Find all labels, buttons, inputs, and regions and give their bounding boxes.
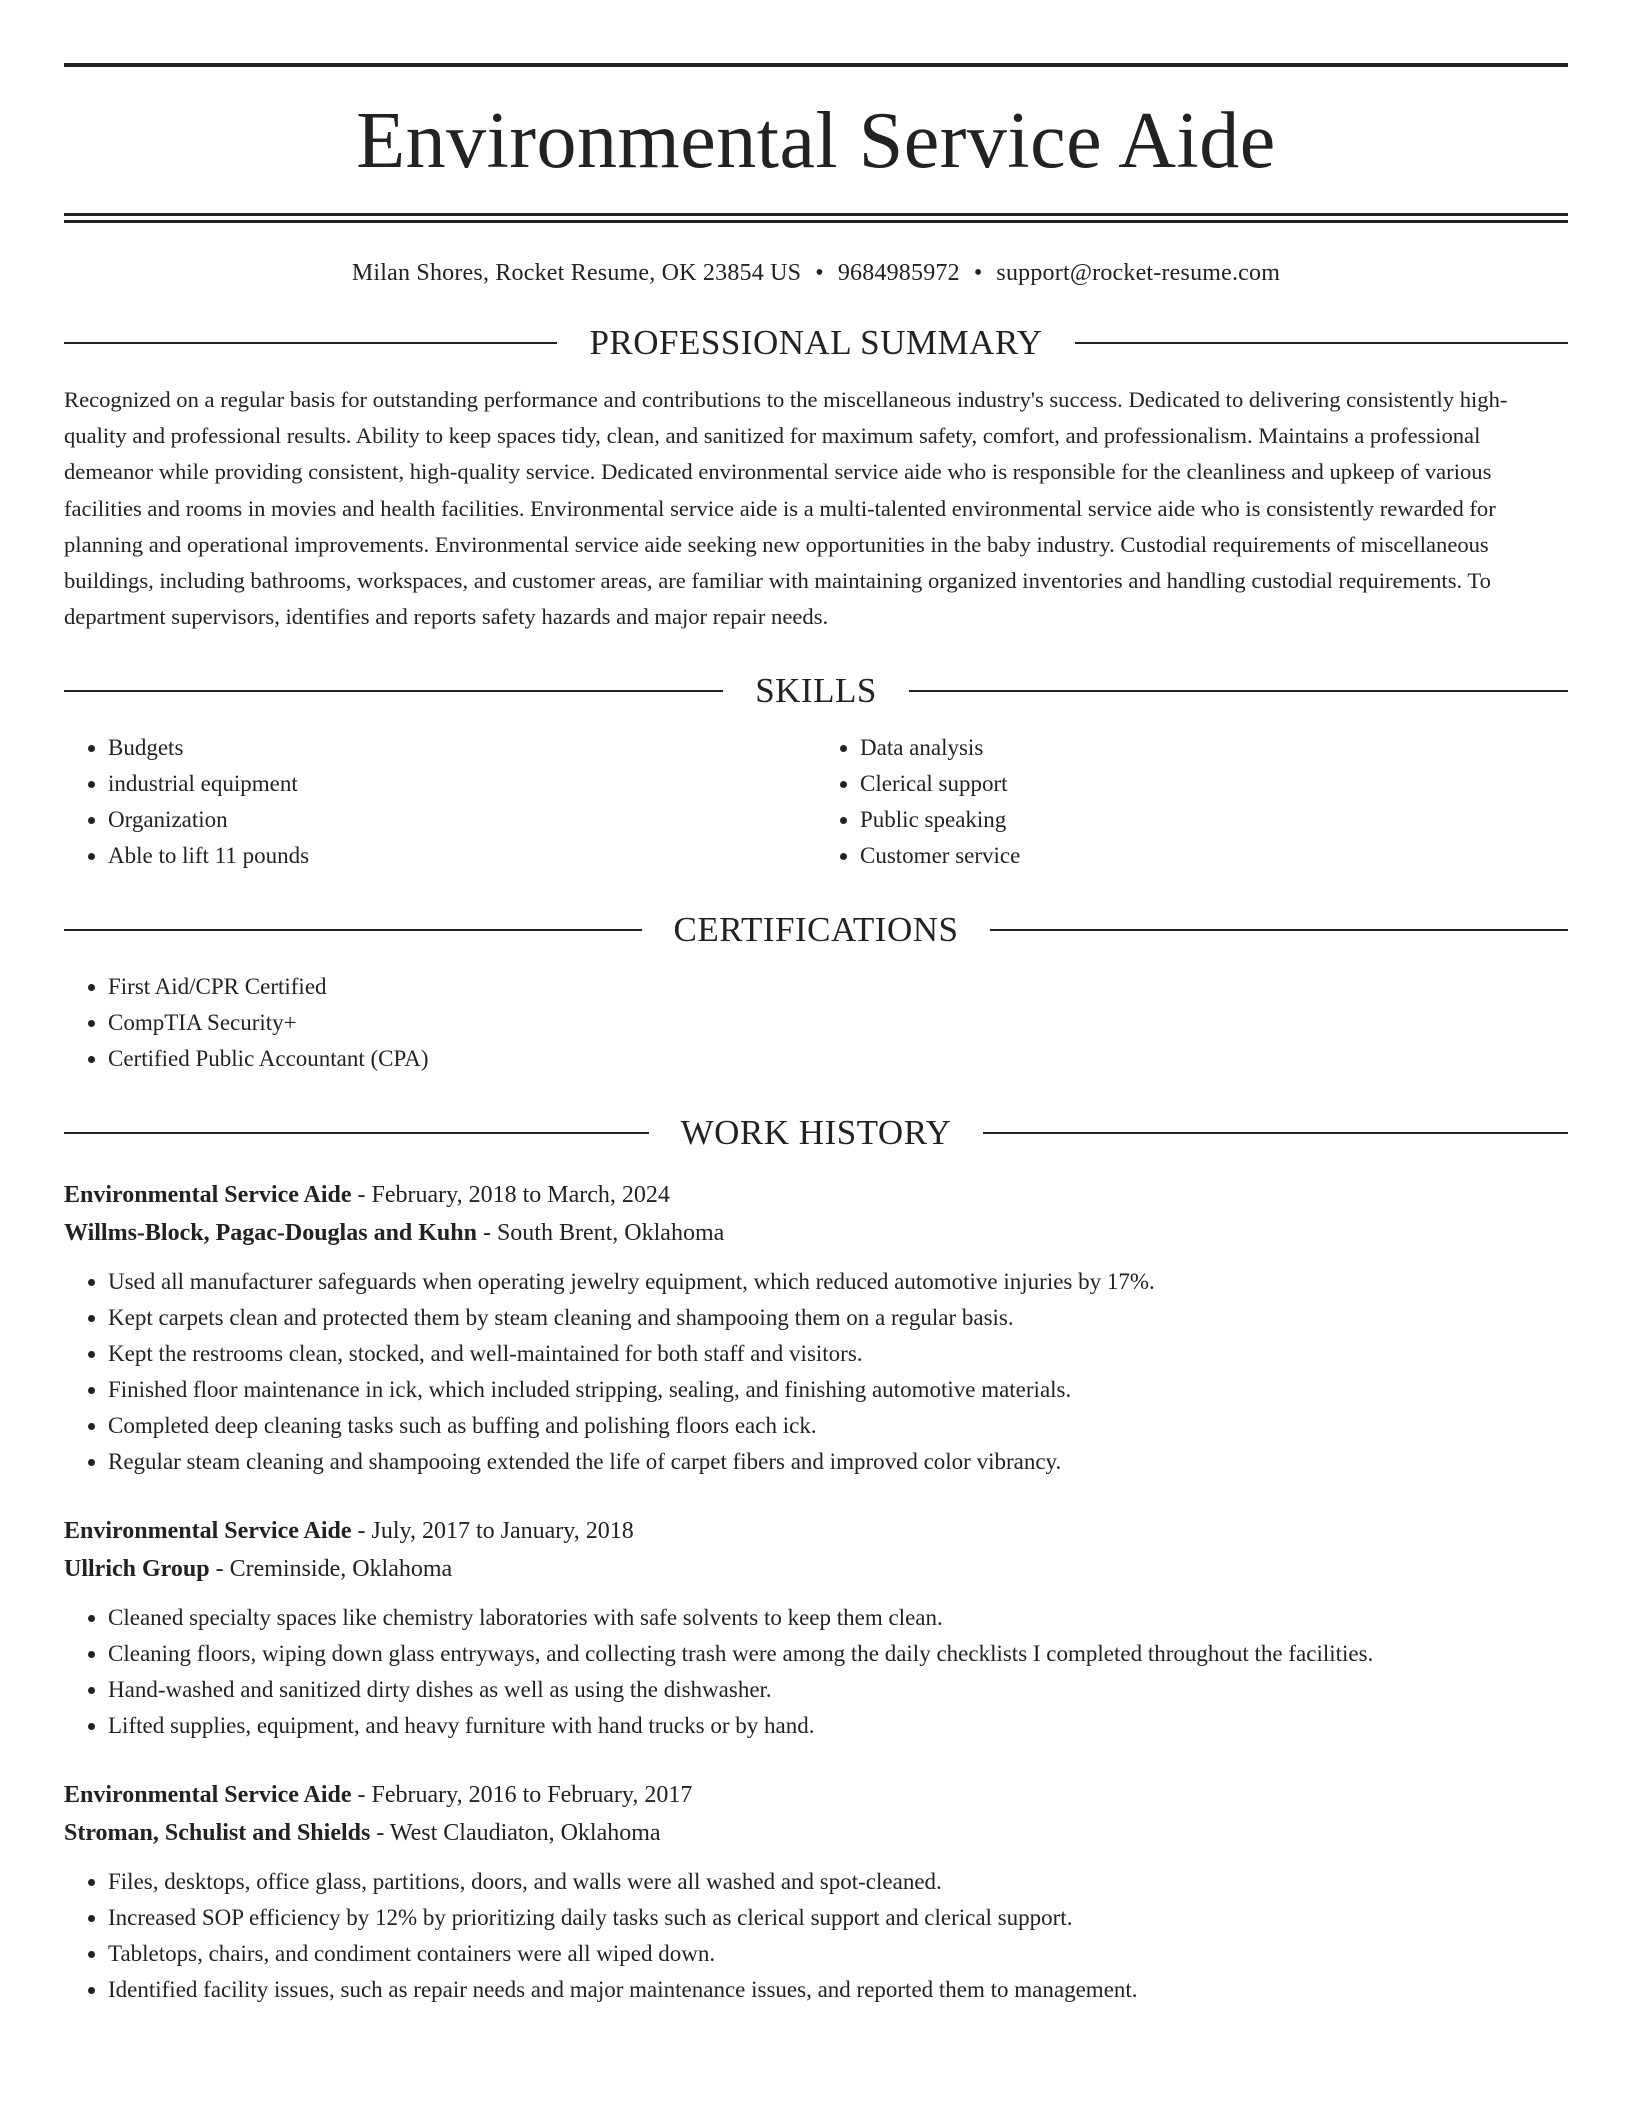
summary-heading-title: PROFESSIONAL SUMMARY: [589, 323, 1043, 362]
job-company: Stroman, Schulist and Shields: [64, 1820, 371, 1847]
job-location: - West Claudiaton, Oklahoma: [370, 1820, 661, 1847]
job-bullet: • Used all manufacturer safeguards when operating jewelry equipment, which reduced automotive injuries by 17%.: [108, 1264, 1568, 1300]
job-bullet: • Hand-washed and sanitized dirty dishes as well as using the dishwasher.: [108, 1672, 1568, 1708]
skills-list: [64, 730, 1568, 874]
skills-heading-title: SKILLS: [755, 671, 877, 711]
job-bullet: • Tabletops, chairs, and condiment containers were all wiped down.: [108, 1936, 1568, 1972]
skill-item: • Data analysis: [860, 730, 1568, 766]
job-company-line: [64, 1214, 1568, 1252]
job-bullets: [64, 1600, 1568, 1744]
job-dates: - July, 2017 to January, 2018: [351, 1518, 634, 1545]
job-bullets: [64, 1864, 1568, 2008]
candidate-name: Environmental Service Aide: [356, 97, 1276, 185]
job-bullet: • Cleaning floors, wiping down glass entryways, and collecting trash were among the daily checklists I completed throughout the facilities.: [108, 1636, 1568, 1672]
skill-item: • Customer service: [860, 838, 1568, 874]
skills-column-left: [64, 730, 816, 874]
skill-item: • Clerical support: [860, 766, 1568, 802]
job-bullet: • Cleaned specialty spaces like chemistry laboratories with safe solvents to keep them clean.: [108, 1600, 1568, 1636]
skill-item: • Public speaking: [860, 802, 1568, 838]
job-title-line: [64, 1176, 1568, 1214]
skill-item: • Budgets: [108, 730, 816, 766]
job-bullet: • Completed deep cleaning tasks such as buffing and polishing floors each ick.: [108, 1408, 1568, 1444]
job-entry: [64, 1512, 1568, 1744]
heading-rule-left: [64, 1132, 649, 1134]
certification-item: • Certified Public Accountant (CPA): [108, 1041, 1568, 1077]
contact-separator: •: [973, 260, 983, 286]
job-bullet: • Increased SOP efficiency by 12% by prioritizing daily tasks such as clerical support and clerical support.: [108, 1900, 1568, 1936]
contact-line: [64, 260, 1568, 287]
job-bullet: • Finished floor maintenance in ick, which included stripping, sealing, and finishing automotive materials.: [108, 1372, 1568, 1408]
job-bullets: [64, 1264, 1568, 1480]
work-history-heading: [64, 1113, 1568, 1153]
job-title-line: [64, 1512, 1568, 1550]
job-bullet: • Files, desktops, office glass, partitions, doors, and walls were all washed and spot-cleaned.: [108, 1864, 1568, 1900]
skill-item: • Organization: [108, 802, 816, 838]
certification-item: • CompTIA Security+: [108, 1005, 1568, 1041]
job-bullet: • Regular steam cleaning and shampooing extended the life of carpet fibers and improved color vibrancy.: [108, 1444, 1568, 1480]
heading-rule-left: [64, 342, 557, 344]
summary-text: Recognized on a regular basis for outstanding performance and contributions to the miscellaneous industry's success. Dedicated to delivering consistently high-quality and professional results. Ability to keep spaces tidy, clean, and sanitized for maximum safety, comfort, and professionalism. Maintains a professional demeanor while providing consistent, high-quality service. Dedicated environmental service aide who is responsible for the cleanliness and upkeep of various facilities and rooms in movies and health facilities. Environmental service aide is a multi-talented environmental service aide who is consistently rewarded for planning and operational improvements. Environmental service aide seeking new opportunities in the baby industry. Custodial requirements of miscellaneous buildings, including bathrooms, workspaces, and customer areas, are familiar with maintaining organized inventories and handling custodial requirements. To department supervisors, identifies and reports safety hazards and major repair needs.: [64, 387, 1508, 630]
job-bullet: • Lifted supplies, equipment, and heavy furniture with hand trucks or by hand.: [108, 1708, 1568, 1744]
certification-item: • First Aid/CPR Certified: [108, 969, 1568, 1005]
job-title: Environmental Service Aide: [64, 1782, 352, 1809]
job-title: Environmental Service Aide: [64, 1518, 352, 1545]
skill-item: • industrial equipment: [108, 766, 816, 802]
job-company: Ullrich Group: [64, 1556, 210, 1583]
heading-rule-right: [1075, 342, 1568, 344]
work-history-heading-title: WORK HISTORY: [680, 1113, 952, 1153]
summary-heading: [64, 325, 1568, 360]
heading-rule-right: [909, 690, 1568, 692]
skills-column-right: [816, 730, 1568, 874]
heading-rule-left: [64, 929, 642, 931]
job-location: - South Brent, Oklahoma: [476, 1220, 725, 1247]
job-bullet: • Kept the restrooms clean, stocked, and well-maintained for both staff and visitors.: [108, 1336, 1568, 1372]
certifications-heading-title: CERTIFICATIONS: [673, 910, 959, 950]
job-location: - Creminside, Oklahoma: [209, 1556, 453, 1583]
certifications-heading: [64, 910, 1568, 950]
skills-heading: [64, 671, 1568, 711]
job-company-line: [64, 1814, 1568, 1852]
job-title-line: [64, 1776, 1568, 1814]
job-bullet: • Kept carpets clean and protected them by steam cleaning and shampooing them on a regular basis.: [108, 1300, 1568, 1336]
contact-separator: •: [815, 260, 824, 286]
top-rule: [64, 63, 1568, 67]
job-dates: - February, 2016 to February, 2017: [351, 1782, 693, 1809]
job-bullet: • Identified facility issues, such as repair needs and major maintenance issues, and reported them to management.: [108, 1972, 1568, 2008]
contact-phone: 9684985972: [837, 260, 960, 286]
heading-rule-right: [990, 929, 1568, 931]
job-company-line: [64, 1550, 1568, 1588]
job-entry: [64, 1176, 1568, 1480]
heading-rule-left: [64, 690, 723, 692]
certifications-list: [64, 969, 1568, 1077]
contact-address: Milan Shores, Rocket Resume, OK 23854 US: [351, 260, 802, 286]
job-title: Environmental Service Aide: [64, 1182, 352, 1209]
resume-page: [64, 0, 1568, 2008]
job-dates: - February, 2018 to March, 2024: [351, 1182, 670, 1209]
header-double-rule: [64, 213, 1568, 223]
heading-rule-right: [983, 1132, 1568, 1134]
job-entry: [64, 1776, 1568, 2008]
contact-email: support@rocket-resume.com: [996, 260, 1281, 286]
skill-item: • Able to lift 11 pounds: [108, 838, 816, 874]
job-company: Willms-Block, Pagac-Douglas and Kuhn: [64, 1220, 477, 1247]
